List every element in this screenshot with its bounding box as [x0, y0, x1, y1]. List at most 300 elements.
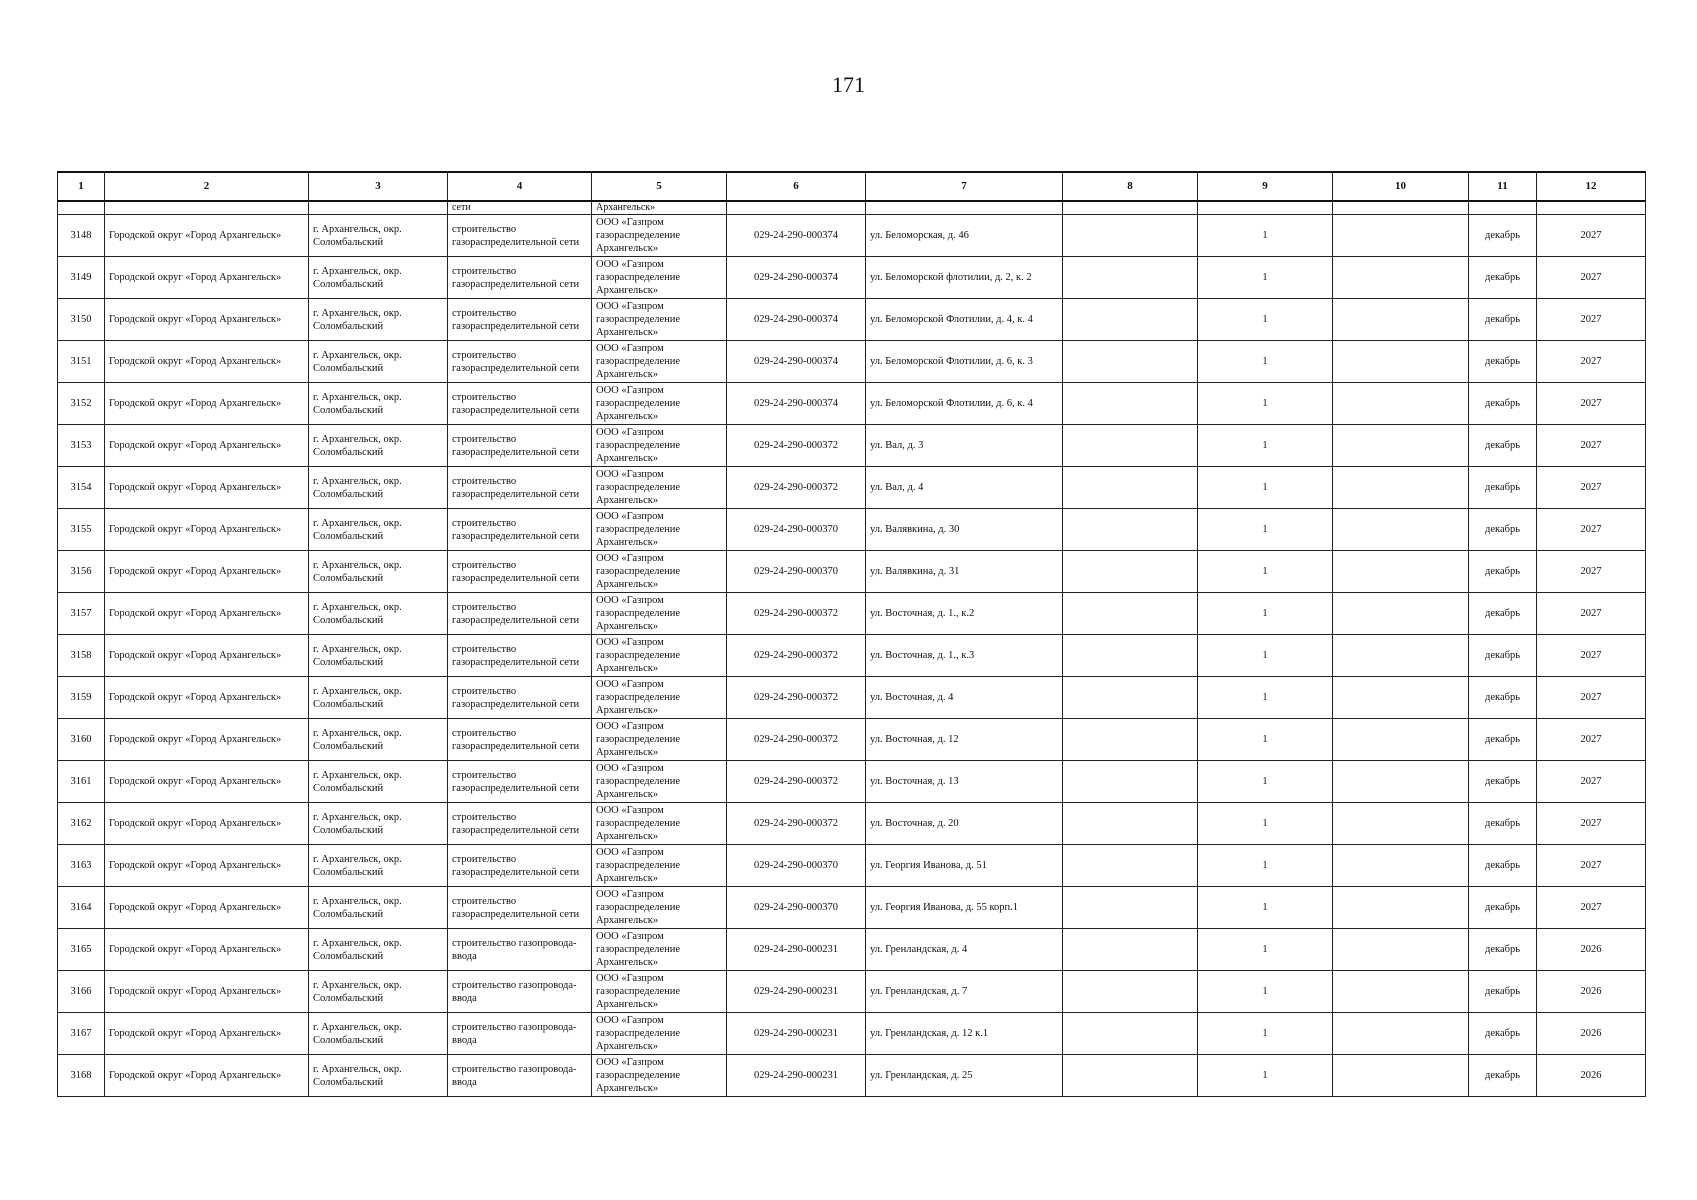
month-cell: декабрь: [1469, 1055, 1537, 1097]
address-cell: ул. Восточная, д. 1., к.3: [866, 635, 1063, 677]
column-8-cell: [1063, 1055, 1198, 1097]
table-row: [58, 803, 1646, 845]
month-cell: декабрь: [1469, 257, 1537, 299]
column-10-cell: [1333, 383, 1469, 425]
quantity-cell: 1: [1198, 383, 1333, 425]
table-row: [58, 887, 1646, 929]
year-cell: 2027: [1537, 509, 1646, 551]
column-10-cell: [1333, 1013, 1469, 1055]
year-cell: 2027: [1537, 803, 1646, 845]
register-table: [57, 171, 1646, 1097]
program-code-cell: 029-24-290-000370: [727, 551, 866, 593]
district-cell: г. Архангельск, окр. Соломбальский: [309, 383, 448, 425]
organization-cell: ООО «Газпром газораспределение Архангельск»: [592, 845, 727, 887]
district-cell: г. Архангельск, окр. Соломбальский: [309, 677, 448, 719]
municipality-cell: Городской округ «Город Архангельск»: [105, 929, 309, 971]
month-cell: декабрь: [1469, 635, 1537, 677]
column-10-cell: [1333, 467, 1469, 509]
column-10-cell: [1333, 845, 1469, 887]
address-cell: ул. Валявкина, д. 31: [866, 551, 1063, 593]
address-cell: ул. Восточная, д. 20: [866, 803, 1063, 845]
table-row: [58, 719, 1646, 761]
page-number: 171: [832, 72, 865, 97]
row-number-cell: 3161: [58, 761, 105, 803]
address-cell: ул. Гренландская, д. 25: [866, 1055, 1063, 1097]
quantity-cell: 1: [1198, 677, 1333, 719]
month-cell: декабрь: [1469, 593, 1537, 635]
municipality-cell: Городской округ «Город Архангельск»: [105, 761, 309, 803]
row-number-cell: 3168: [58, 1055, 105, 1097]
column-10-cell: [1333, 425, 1469, 467]
district-cell: г. Архангельск, окр. Соломбальский: [309, 215, 448, 257]
table-row: [58, 383, 1646, 425]
year-cell: 2027: [1537, 299, 1646, 341]
month-cell: декабрь: [1469, 551, 1537, 593]
table-row: [58, 215, 1646, 257]
district-cell: г. Архангельск, окр. Соломбальский: [309, 299, 448, 341]
work-type-cell: строительство газопровода-ввода: [448, 1013, 592, 1055]
municipality-cell: Городской округ «Город Архангельск»: [105, 341, 309, 383]
year-cell: 2026: [1537, 971, 1646, 1013]
row-number-cell: 3167: [58, 1013, 105, 1055]
organization-cell: ООО «Газпром газораспределение Архангельск»: [592, 425, 727, 467]
district-cell: г. Архангельск, окр. Соломбальский: [309, 971, 448, 1013]
work-type-cell: строительство газораспределительной сети: [448, 719, 592, 761]
address-cell: ул. Гренландская, д. 12 к.1: [866, 1013, 1063, 1055]
year-cell: 2027: [1537, 215, 1646, 257]
work-cell: сети: [448, 201, 592, 215]
address-cell: ул. Георгия Иванова, д. 55 корп.1: [866, 887, 1063, 929]
table-row: [58, 971, 1646, 1013]
month-cell: декабрь: [1469, 761, 1537, 803]
program-code-cell: 029-24-290-000231: [727, 1055, 866, 1097]
row-number-cell: 3160: [58, 719, 105, 761]
municipality-cell: Городской округ «Город Архангельск»: [105, 593, 309, 635]
column-8-cell: [1063, 509, 1198, 551]
table-body: [58, 201, 1646, 1097]
organization-cell: ООО «Газпром газораспределение Архангельск»: [592, 1013, 727, 1055]
column-8-cell: [1063, 299, 1198, 341]
quantity-cell: 1: [1198, 593, 1333, 635]
quantity-cell: 1: [1198, 551, 1333, 593]
table-cell: [1198, 201, 1333, 215]
program-code-cell: 029-24-290-000370: [727, 509, 866, 551]
organization-cell: ООО «Газпром газораспределение Архангельск»: [592, 551, 727, 593]
column-10-cell: [1333, 803, 1469, 845]
column-10-cell: [1333, 887, 1469, 929]
organization-cell: ООО «Газпром газораспределение Архангельск»: [592, 1055, 727, 1097]
year-cell: 2026: [1537, 929, 1646, 971]
table-row: [58, 299, 1646, 341]
quantity-cell: 1: [1198, 341, 1333, 383]
column-10-cell: [1333, 929, 1469, 971]
column-8-cell: [1063, 971, 1198, 1013]
organization-cell: ООО «Газпром газораспределение Архангельск»: [592, 761, 727, 803]
month-cell: декабрь: [1469, 1013, 1537, 1055]
month-cell: декабрь: [1469, 971, 1537, 1013]
organization-cell: ООО «Газпром газораспределение Архангельск»: [592, 341, 727, 383]
column-10-cell: [1333, 299, 1469, 341]
column-header: 9: [1198, 172, 1333, 201]
work-type-cell: строительство газораспределительной сети: [448, 803, 592, 845]
organization-cell: ООО «Газпром газораспределение Архангельск»: [592, 509, 727, 551]
table-row: [58, 761, 1646, 803]
month-cell: декабрь: [1469, 383, 1537, 425]
column-10-cell: [1333, 761, 1469, 803]
municipality-cell: Городской округ «Город Архангельск»: [105, 803, 309, 845]
organization-cell: ООО «Газпром газораспределение Архангельск»: [592, 803, 727, 845]
organization-cell: ООО «Газпром газораспределение Архангельск»: [592, 635, 727, 677]
organization-cell: ООО «Газпром газораспределение Архангельск»: [592, 215, 727, 257]
year-cell: 2026: [1537, 1055, 1646, 1097]
month-cell: декабрь: [1469, 719, 1537, 761]
row-number-cell: 3149: [58, 257, 105, 299]
column-header: 6: [727, 172, 866, 201]
work-type-cell: строительство газораспределительной сети: [448, 761, 592, 803]
program-code-cell: 029-24-290-000372: [727, 803, 866, 845]
quantity-cell: 1: [1198, 635, 1333, 677]
work-type-cell: строительство газопровода-ввода: [448, 971, 592, 1013]
organization-cell: ООО «Газпром газораспределение Архангельск»: [592, 383, 727, 425]
quantity-cell: 1: [1198, 299, 1333, 341]
column-8-cell: [1063, 257, 1198, 299]
address-cell: ул. Беломорской Флотилии, д. 6, к. 4: [866, 383, 1063, 425]
year-cell: 2027: [1537, 341, 1646, 383]
column-header: 8: [1063, 172, 1198, 201]
district-cell: г. Архангельск, окр. Соломбальский: [309, 887, 448, 929]
month-cell: декабрь: [1469, 887, 1537, 929]
quantity-cell: 1: [1198, 215, 1333, 257]
column-8-cell: [1063, 761, 1198, 803]
municipality-cell: Городской округ «Город Архангельск»: [105, 1055, 309, 1097]
address-cell: ул. Гренландская, д. 4: [866, 929, 1063, 971]
organization-cell: ООО «Газпром газораспределение Архангельск»: [592, 719, 727, 761]
address-cell: ул. Беломорской Флотилии, д. 4, к. 4: [866, 299, 1063, 341]
address-cell: ул. Беломорской флотилии, д. 2, к. 2: [866, 257, 1063, 299]
month-cell: декабрь: [1469, 929, 1537, 971]
work-type-cell: строительство газопровода-ввода: [448, 929, 592, 971]
year-cell: 2027: [1537, 719, 1646, 761]
row-number-cell: 3166: [58, 971, 105, 1013]
address-cell: ул. Восточная, д. 1., к.2: [866, 593, 1063, 635]
district-cell: г. Архангельск, окр. Соломбальский: [309, 1013, 448, 1055]
year-cell: 2026: [1537, 1013, 1646, 1055]
column-8-cell: [1063, 593, 1198, 635]
month-cell: декабрь: [1469, 509, 1537, 551]
organization-cell: ООО «Газпром газораспределение Архангельск»: [592, 593, 727, 635]
year-cell: 2027: [1537, 425, 1646, 467]
year-cell: 2027: [1537, 551, 1646, 593]
program-code-cell: 029-24-290-000372: [727, 425, 866, 467]
district-cell: г. Архангельск, окр. Соломбальский: [309, 467, 448, 509]
month-cell: декабрь: [1469, 341, 1537, 383]
column-header: 4: [448, 172, 592, 201]
row-number-cell: 3158: [58, 635, 105, 677]
program-code-cell: 029-24-290-000372: [727, 677, 866, 719]
municipality-cell: Городской округ «Город Архангельск»: [105, 1013, 309, 1055]
district-cell: г. Архангельск, окр. Соломбальский: [309, 635, 448, 677]
organization-cell: ООО «Газпром газораспределение Архангельск»: [592, 299, 727, 341]
municipality-cell: Городской округ «Город Архангельск»: [105, 845, 309, 887]
column-10-cell: [1333, 593, 1469, 635]
quantity-cell: 1: [1198, 509, 1333, 551]
municipality-cell: Городской округ «Город Архангельск»: [105, 677, 309, 719]
municipality-cell: Городской округ «Город Архангельск»: [105, 551, 309, 593]
municipality-cell: Городской округ «Город Архангельск»: [105, 635, 309, 677]
year-cell: 2027: [1537, 467, 1646, 509]
address-cell: ул. Георгия Иванова, д. 51: [866, 845, 1063, 887]
district-cell: г. Архангельск, окр. Соломбальский: [309, 719, 448, 761]
municipality-cell: Городской округ «Город Архангельск»: [105, 215, 309, 257]
column-8-cell: [1063, 551, 1198, 593]
table-row: [58, 635, 1646, 677]
quantity-cell: 1: [1198, 761, 1333, 803]
header-row: [58, 172, 1646, 201]
address-cell: ул. Беломорская, д. 46: [866, 215, 1063, 257]
program-code-cell: 029-24-290-000374: [727, 257, 866, 299]
column-10-cell: [1333, 677, 1469, 719]
column-8-cell: [1063, 341, 1198, 383]
year-cell: 2027: [1537, 761, 1646, 803]
table-row: [58, 929, 1646, 971]
org-cell: Архангельск»: [592, 201, 727, 215]
column-10-cell: [1333, 1055, 1469, 1097]
column-10-cell: [1333, 635, 1469, 677]
year-cell: 2027: [1537, 383, 1646, 425]
row-number-cell: 3148: [58, 215, 105, 257]
address-cell: ул. Вал, д. 4: [866, 467, 1063, 509]
column-header: 1: [58, 172, 105, 201]
program-code-cell: 029-24-290-000370: [727, 887, 866, 929]
work-type-cell: строительство газораспределительной сети: [448, 341, 592, 383]
row-number-cell: 3165: [58, 929, 105, 971]
work-type-cell: строительство газораспределительной сети: [448, 551, 592, 593]
work-type-cell: строительство газораспределительной сети: [448, 383, 592, 425]
year-cell: 2027: [1537, 257, 1646, 299]
program-code-cell: 029-24-290-000374: [727, 341, 866, 383]
row-number-cell: 3159: [58, 677, 105, 719]
address-cell: ул. Восточная, д. 4: [866, 677, 1063, 719]
row-number-cell: 3163: [58, 845, 105, 887]
row-number-cell: 3162: [58, 803, 105, 845]
organization-cell: ООО «Газпром газораспределение Архангельск»: [592, 467, 727, 509]
municipality-cell: Городской округ «Город Архангельск»: [105, 719, 309, 761]
address-cell: ул. Валявкина, д. 30: [866, 509, 1063, 551]
month-cell: декабрь: [1469, 299, 1537, 341]
month-cell: декабрь: [1469, 425, 1537, 467]
row-number-cell: 3150: [58, 299, 105, 341]
quantity-cell: 1: [1198, 467, 1333, 509]
work-type-cell: строительство газораспределительной сети: [448, 257, 592, 299]
quantity-cell: 1: [1198, 1013, 1333, 1055]
quantity-cell: 1: [1198, 971, 1333, 1013]
table-row: [58, 509, 1646, 551]
table-row: [58, 341, 1646, 383]
quantity-cell: 1: [1198, 845, 1333, 887]
table-cell: [1469, 201, 1537, 215]
program-code-cell: 029-24-290-000370: [727, 845, 866, 887]
column-10-cell: [1333, 215, 1469, 257]
table-cell: [1333, 201, 1469, 215]
row-number-cell: 3152: [58, 383, 105, 425]
table-row: [58, 551, 1646, 593]
table-row: [58, 1013, 1646, 1055]
table-row: [58, 425, 1646, 467]
row-number-cell: 3156: [58, 551, 105, 593]
municipality-cell: Городской округ «Город Архангельск»: [105, 887, 309, 929]
work-type-cell: строительство газораспределительной сети: [448, 677, 592, 719]
district-cell: г. Архангельск, окр. Соломбальский: [309, 803, 448, 845]
column-8-cell: [1063, 719, 1198, 761]
column-8-cell: [1063, 425, 1198, 467]
municipality-cell: Городской округ «Город Архангельск»: [105, 467, 309, 509]
month-cell: декабрь: [1469, 467, 1537, 509]
municipality-cell: Городской округ «Город Архангельск»: [105, 509, 309, 551]
organization-cell: ООО «Газпром газораспределение Архангельск»: [592, 887, 727, 929]
column-header: 11: [1469, 172, 1537, 201]
row-number-cell: 3154: [58, 467, 105, 509]
column-10-cell: [1333, 341, 1469, 383]
column-header: 5: [592, 172, 727, 201]
municipality-cell: Городской округ «Город Архангельск»: [105, 971, 309, 1013]
organization-cell: ООО «Газпром газораспределение Архангельск»: [592, 929, 727, 971]
work-type-cell: строительство газораспределительной сети: [448, 635, 592, 677]
month-cell: декабрь: [1469, 845, 1537, 887]
program-code-cell: 029-24-290-000372: [727, 761, 866, 803]
district-cell: г. Архангельск, окр. Соломбальский: [309, 845, 448, 887]
district-cell: г. Архангельск, окр. Соломбальский: [309, 551, 448, 593]
column-8-cell: [1063, 929, 1198, 971]
municipality-cell: Городской округ «Город Архангельск»: [105, 257, 309, 299]
program-code-cell: 029-24-290-000231: [727, 929, 866, 971]
table-row: [58, 257, 1646, 299]
column-10-cell: [1333, 719, 1469, 761]
column-header: 12: [1537, 172, 1646, 201]
column-header: 7: [866, 172, 1063, 201]
address-cell: ул. Вал, д. 3: [866, 425, 1063, 467]
table-cell: [866, 201, 1063, 215]
program-code-cell: 029-24-290-000231: [727, 971, 866, 1013]
municipality-cell: Городской округ «Город Архангельск»: [105, 383, 309, 425]
work-type-cell: строительство газораспределительной сети: [448, 299, 592, 341]
quantity-cell: 1: [1198, 425, 1333, 467]
column-8-cell: [1063, 467, 1198, 509]
program-code-cell: 029-24-290-000372: [727, 635, 866, 677]
program-code-cell: 029-24-290-000372: [727, 593, 866, 635]
quantity-cell: 1: [1198, 929, 1333, 971]
municipality-cell: Городской округ «Город Архангельск»: [105, 425, 309, 467]
district-cell: г. Архангельск, окр. Соломбальский: [309, 257, 448, 299]
month-cell: декабрь: [1469, 215, 1537, 257]
quantity-cell: 1: [1198, 1055, 1333, 1097]
column-8-cell: [1063, 887, 1198, 929]
address-cell: ул. Гренландская, д. 7: [866, 971, 1063, 1013]
table-cell: [105, 201, 309, 215]
table-row: [58, 593, 1646, 635]
row-number-cell: 3153: [58, 425, 105, 467]
organization-cell: ООО «Газпром газораспределение Архангельск»: [592, 257, 727, 299]
work-type-cell: строительство газораспределительной сети: [448, 215, 592, 257]
work-type-cell: строительство газораспределительной сети: [448, 593, 592, 635]
column-header: 2: [105, 172, 309, 201]
work-type-cell: строительство газораспределительной сети: [448, 425, 592, 467]
table-cell: [58, 201, 105, 215]
work-type-cell: строительство газораспределительной сети: [448, 845, 592, 887]
district-cell: г. Архангельск, окр. Соломбальский: [309, 593, 448, 635]
year-cell: 2027: [1537, 593, 1646, 635]
work-type-cell: строительство газораспределительной сети: [448, 887, 592, 929]
district-cell: г. Архангельск, окр. Соломбальский: [309, 761, 448, 803]
column-8-cell: [1063, 803, 1198, 845]
work-type-cell: строительство газопровода-ввода: [448, 1055, 592, 1097]
month-cell: декабрь: [1469, 677, 1537, 719]
row-number-cell: 3157: [58, 593, 105, 635]
column-8-cell: [1063, 215, 1198, 257]
program-code-cell: 029-24-290-000372: [727, 467, 866, 509]
year-cell: 2027: [1537, 635, 1646, 677]
column-10-cell: [1333, 551, 1469, 593]
table-cell: [1063, 201, 1198, 215]
work-type-cell: строительство газораспределительной сети: [448, 467, 592, 509]
row-number-cell: 3155: [58, 509, 105, 551]
column-10-cell: [1333, 257, 1469, 299]
table-cell: [727, 201, 866, 215]
program-code-cell: 029-24-290-000372: [727, 719, 866, 761]
municipality-cell: Городской округ «Город Архангельск»: [105, 299, 309, 341]
year-cell: 2027: [1537, 887, 1646, 929]
quantity-cell: 1: [1198, 719, 1333, 761]
table-row: [58, 845, 1646, 887]
organization-cell: ООО «Газпром газораспределение Архангельск»: [592, 971, 727, 1013]
column-8-cell: [1063, 1013, 1198, 1055]
column-header: 10: [1333, 172, 1469, 201]
table-cell: [1537, 201, 1646, 215]
column-header: 3: [309, 172, 448, 201]
row-number-cell: 3151: [58, 341, 105, 383]
table-cell: [309, 201, 448, 215]
district-cell: г. Архангельск, окр. Соломбальский: [309, 341, 448, 383]
district-cell: г. Архангельск, окр. Соломбальский: [309, 509, 448, 551]
program-code-cell: 029-24-290-000231: [727, 1013, 866, 1055]
continuation-row: [58, 201, 1646, 215]
row-number-cell: 3164: [58, 887, 105, 929]
organization-cell: ООО «Газпром газораспределение Архангельск»: [592, 677, 727, 719]
column-8-cell: [1063, 677, 1198, 719]
table-row: [58, 677, 1646, 719]
district-cell: г. Архангельск, окр. Соломбальский: [309, 1055, 448, 1097]
year-cell: 2027: [1537, 677, 1646, 719]
district-cell: г. Архангельск, окр. Соломбальский: [309, 929, 448, 971]
quantity-cell: 1: [1198, 803, 1333, 845]
column-10-cell: [1333, 509, 1469, 551]
column-8-cell: [1063, 635, 1198, 677]
program-code-cell: 029-24-290-000374: [727, 215, 866, 257]
column-8-cell: [1063, 383, 1198, 425]
table-row: [58, 467, 1646, 509]
quantity-cell: 1: [1198, 887, 1333, 929]
work-type-cell: строительство газораспределительной сети: [448, 509, 592, 551]
address-cell: ул. Восточная, д. 13: [866, 761, 1063, 803]
district-cell: г. Архангельск, окр. Соломбальский: [309, 425, 448, 467]
address-cell: ул. Восточная, д. 12: [866, 719, 1063, 761]
program-code-cell: 029-24-290-000374: [727, 299, 866, 341]
month-cell: декабрь: [1469, 803, 1537, 845]
quantity-cell: 1: [1198, 257, 1333, 299]
year-cell: 2027: [1537, 845, 1646, 887]
column-8-cell: [1063, 845, 1198, 887]
program-code-cell: 029-24-290-000374: [727, 383, 866, 425]
column-10-cell: [1333, 971, 1469, 1013]
